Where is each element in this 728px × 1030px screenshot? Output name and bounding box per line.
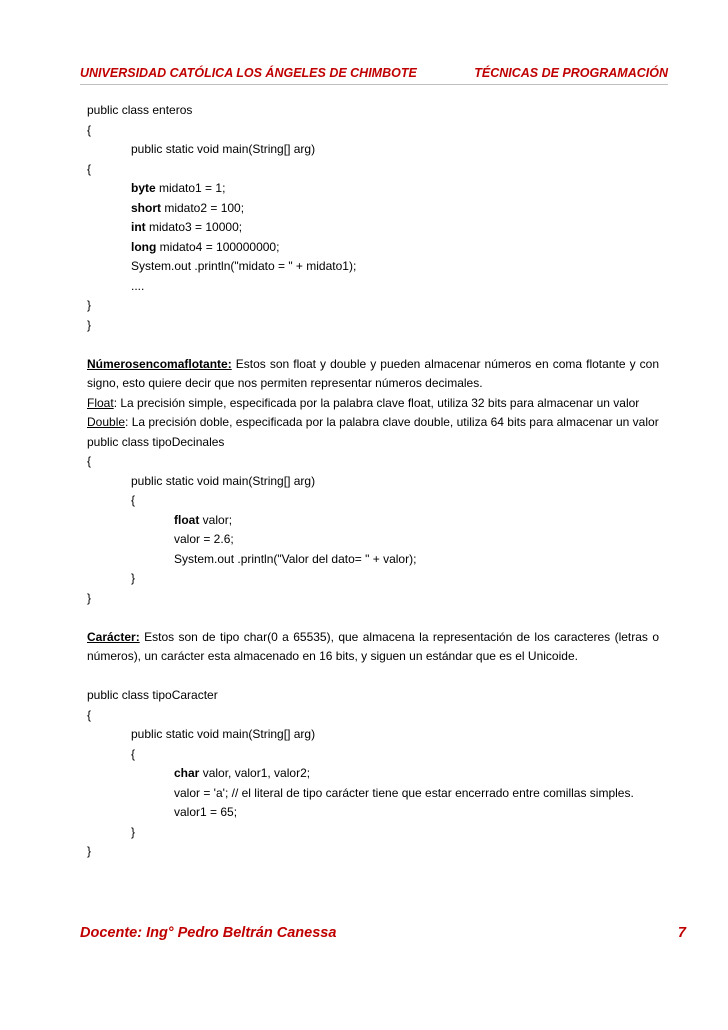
term-floating-point: Númerosencomaflotante:	[87, 356, 232, 371]
code-line	[87, 238, 659, 258]
code-line: }	[131, 824, 136, 839]
code-line: }	[131, 571, 136, 585]
code-line: public class tipoDecinales	[87, 434, 225, 449]
page-number: 7	[677, 925, 686, 941]
header-course: TÉCNICAS DE PROGRAMACIÓN	[474, 66, 668, 80]
code-line: {	[87, 122, 92, 137]
code-text: valor, valor1, valor2;	[199, 766, 311, 780]
code-text: midato1 = 1;	[155, 181, 226, 195]
code-text: valor;	[199, 512, 233, 527]
code-block-enteros	[87, 101, 659, 335]
spacer	[87, 608, 659, 628]
paragraph-float	[87, 394, 659, 414]
code-line: public static void main(String[] arg)	[131, 142, 316, 156]
paragraph-text: : La precisión doble, especificada por la palabra clave double, utiliza 64 bits para almacenar un valor	[125, 415, 659, 429]
code-line: public class tipoCaracter	[87, 688, 218, 702]
term-double: Double	[87, 415, 126, 429]
paragraph-text: Estos son de tipo char(0 a 65535), que almacena la representación de los caracteres (letras o números), un carácter esta almacenado en 16 bits, y siguen un estándar que es el Unicoide.	[87, 629, 659, 663]
code-line: }	[87, 844, 92, 858]
spacer	[87, 667, 659, 687]
code-line: valor = 'a'; // el literal de tipo carácter tiene que estar encerrado entre comillas simples.	[174, 785, 634, 800]
code-text: midato2 = 100;	[161, 200, 245, 215]
code-text: midato4 = 100000000;	[156, 239, 280, 254]
paragraph-text: : La precisión simple, especificada por la palabra clave float, utiliza 32 bits para almacenar un valor	[113, 395, 640, 410]
page-body	[87, 101, 659, 862]
code-keyword: char	[174, 766, 200, 780]
code-block-tipodecinales	[87, 433, 659, 609]
code-line: public static void main(String[] arg)	[131, 727, 316, 741]
term-character: Carácter:	[87, 629, 140, 644]
paragraph-character	[87, 628, 659, 667]
code-line: }	[87, 317, 92, 332]
code-block-tipocaracter	[87, 686, 659, 862]
code-line	[87, 511, 659, 531]
code-line: {	[87, 707, 92, 722]
code-line: public static void main(String[] arg)	[131, 473, 316, 488]
header-university: UNIVERSIDAD CATÓLICA LOS ÁNGELES DE CHIMBOTE	[80, 66, 417, 80]
code-line: ....	[131, 278, 145, 293]
code-text: midato3 = 10000;	[145, 220, 243, 234]
code-line: System.out .println("midato = " + midato1);	[131, 259, 357, 273]
paragraph-double	[87, 413, 659, 433]
code-line	[87, 764, 659, 784]
term-float: Float	[87, 395, 114, 410]
code-line: {	[131, 746, 136, 761]
code-keyword: long	[131, 239, 157, 254]
code-line: }	[87, 590, 92, 605]
code-line: valor = 2.6;	[174, 532, 234, 546]
paragraph-text: Estos son float y double y pueden almacenar números en coma flotante y con signo, esto quiere decir que nos permiten representar números decimales.	[87, 356, 659, 390]
code-keyword: float	[174, 512, 200, 527]
page-footer	[80, 925, 686, 941]
code-line	[87, 179, 659, 199]
footer-teacher: Docente: Ing° Pedro Beltrán Canessa	[80, 925, 337, 941]
code-keyword: byte	[131, 181, 156, 195]
code-line: }	[87, 298, 92, 312]
code-line: {	[131, 493, 136, 507]
spacer	[87, 335, 659, 355]
code-line	[87, 218, 659, 238]
paragraph-floating-point	[87, 355, 659, 394]
code-line: {	[87, 161, 92, 176]
code-keyword: short	[131, 200, 161, 215]
code-line: public class enteros	[87, 103, 193, 117]
code-keyword: int	[131, 220, 146, 234]
code-line: valor1 = 65;	[174, 805, 238, 819]
page-header	[80, 66, 668, 85]
code-line	[87, 199, 659, 219]
code-line: {	[87, 454, 92, 468]
code-line: System.out .println("Valor del dato= " + valor);	[174, 551, 417, 566]
